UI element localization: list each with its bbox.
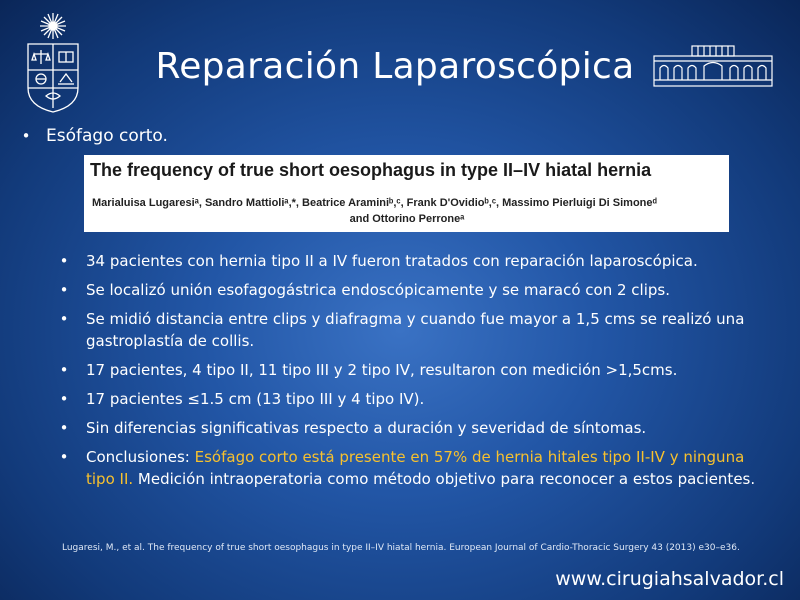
bullet-glyph: •: [59, 390, 69, 408]
bullet-glyph: •: [59, 252, 69, 270]
paper-header-image: [84, 155, 729, 232]
website-url: www.cirugiahsalvador.cl: [555, 568, 784, 590]
university-crest-logo: [22, 10, 84, 114]
list-item-text: Se midió distancia entre clips y diafragma y cuando fue mayor a 1,5 cms se realizó una gastroplastía de collis.: [86, 310, 745, 350]
bullet-glyph: •: [59, 310, 69, 328]
list-item-text: Sin diferencias significativas respecto a duración y severidad de síntomas.: [86, 419, 647, 437]
list-item-text: 17 pacientes, 4 tipo II, 11 tipo III y 2 tipo IV, resultaron con medición >1,5cms.: [86, 361, 678, 379]
bullet-glyph: •: [59, 448, 69, 466]
list-item-text: Se localizó unión esofagogástrica endoscópicamente y se maracó con 2 clips.: [86, 281, 670, 299]
slide-title: Reparación Laparoscópica: [155, 46, 635, 87]
top-bullet: [20, 124, 168, 148]
bullet-glyph: •: [59, 361, 69, 379]
conclusion-rest: Medición intraoperatoria como método objetivo para reconocer a estos pacientes.: [133, 470, 756, 488]
conclusion-label: Conclusiones:: [86, 448, 195, 466]
list-item: [58, 388, 768, 410]
list-item: [58, 359, 768, 381]
list-item: [58, 308, 768, 352]
paper-authors-line1: Marialuisa Lugaresiᵃ, Sandro Mattioliᵃ,*, Beatrice Araminiᵇ,ᶜ, Frank D'Ovidioᵇ,ᶜ, Massimo Pierluigi Di Simoneᵈ: [92, 197, 657, 209]
bullet-glyph: •: [59, 419, 69, 437]
list-item: [58, 279, 768, 301]
bullet-glyph: •: [59, 281, 69, 299]
conclusion-item: [58, 446, 768, 490]
paper-authors: [92, 195, 722, 227]
bullet-glyph: •: [21, 127, 31, 145]
conclusion-highlight: Esófago corto está presente en 57% de hernia hitales tipo II-IV y ninguna tipo II.: [86, 448, 745, 488]
reference-citation: Lugaresi, M., et al. The frequency of true short oesophagus in type II–IV hiatal hernia. European Journal of Cardio-Thoracic Surgery 43 (2013) e30–e36.: [62, 543, 740, 553]
list-item-text: 34 pacientes con hernia tipo II a IV fueron tratados con reparación laparoscópica.: [86, 252, 698, 270]
top-bullet-text: Esófago corto.: [46, 126, 168, 146]
list-item: [58, 417, 768, 439]
building-icon: [652, 42, 774, 88]
paper-title: The frequency of true short oesophagus in type II–IV hiatal hernia: [90, 160, 652, 180]
list-item: [58, 250, 768, 272]
conclusion-text: [86, 446, 768, 490]
paper-authors-line2: and Ottorino Perroneᵃ: [349, 213, 465, 225]
findings-list: [58, 250, 768, 497]
list-item-text: 17 pacientes ≤1.5 cm (13 tipo III y 4 tipo IV).: [86, 390, 425, 408]
